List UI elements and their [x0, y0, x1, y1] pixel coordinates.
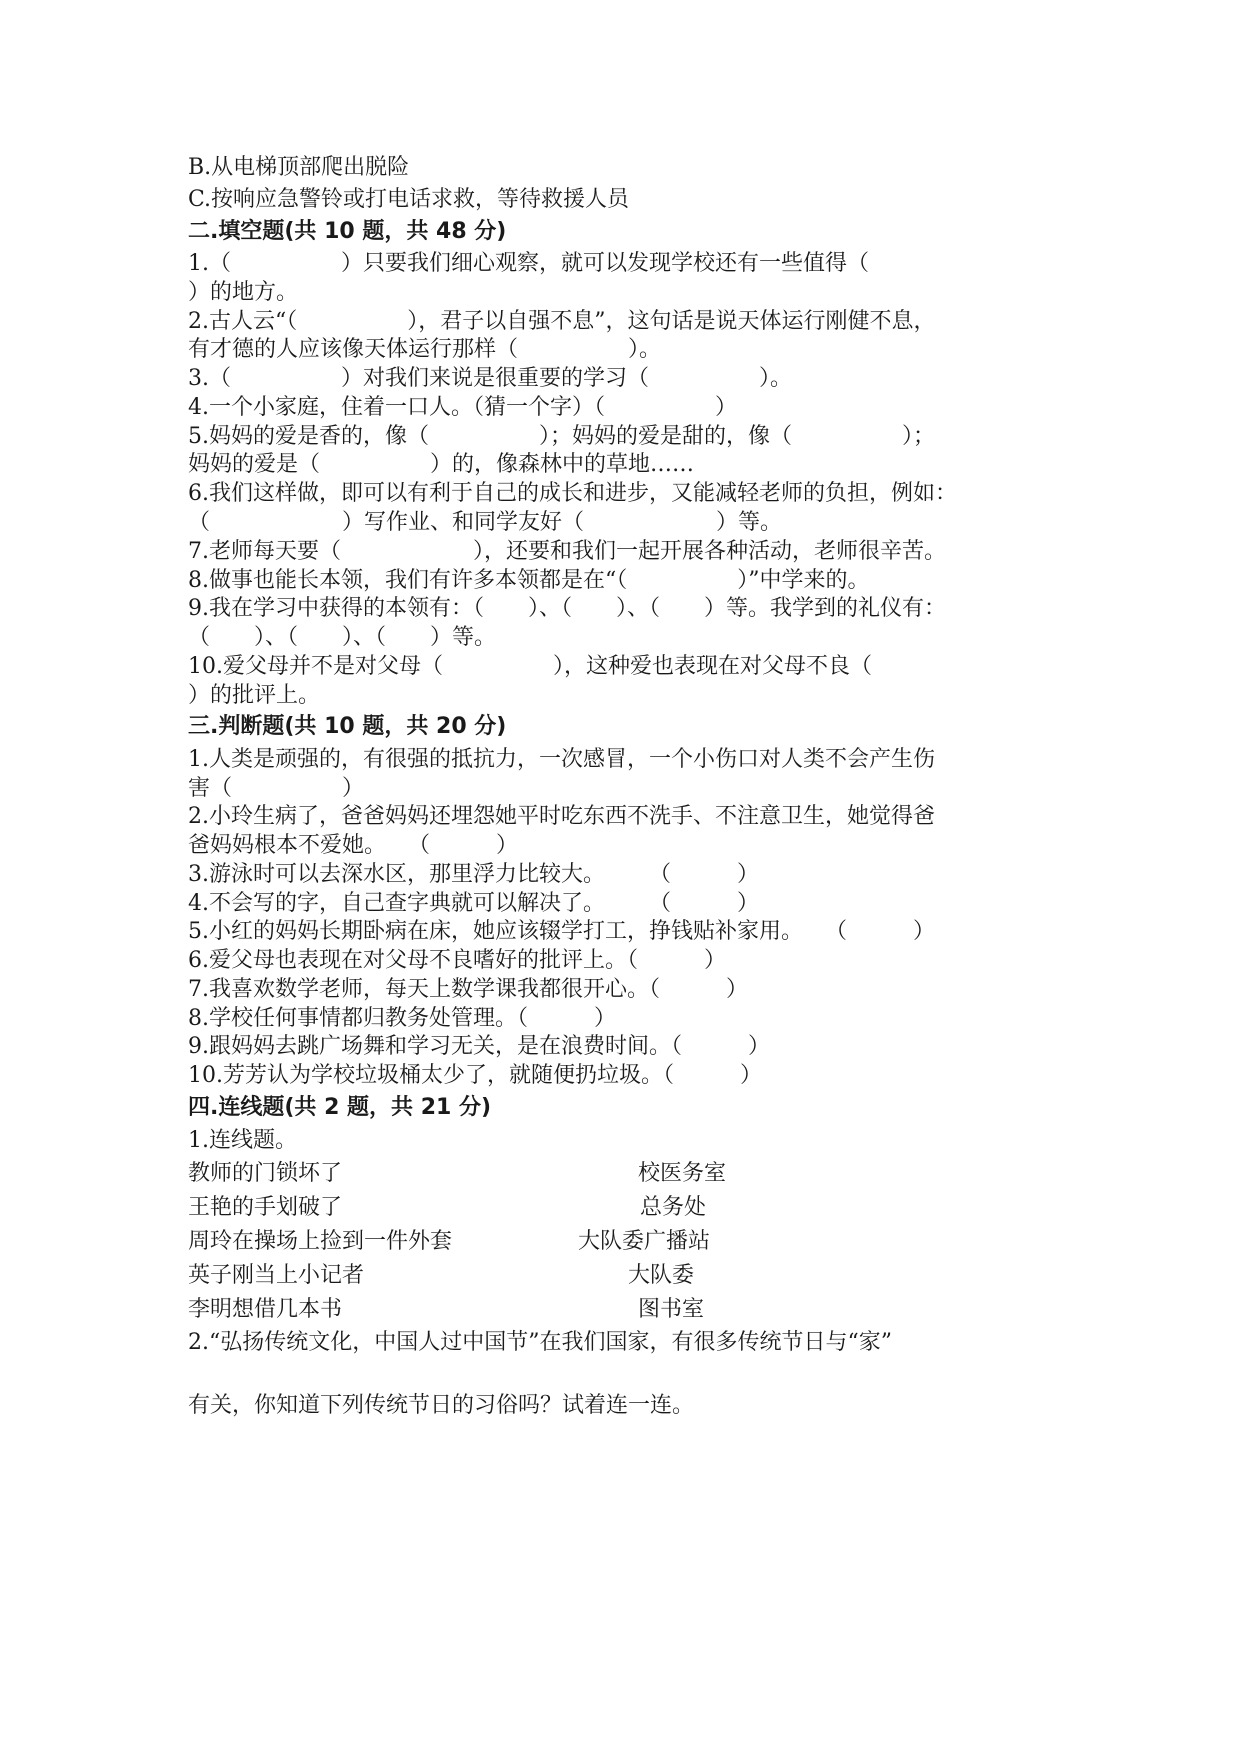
- option-b: B.从电梯顶部爬出脱险: [188, 155, 410, 180]
- matching-left: 王艳的手划破了: [188, 1195, 343, 1220]
- judge-line: 6.爱父母也表现在对父母不良嗜好的批评上。（ ）: [188, 948, 726, 973]
- fill-line: 有才德的人应该像天体运行那样（ ）。: [188, 337, 662, 362]
- fill-line: 9.我在学习中获得的本领有：（ ）、（ ）、（ ）等。我学到的礼仪有：: [188, 596, 946, 621]
- option-c: C.按响应急警铃或打电话求救，等待救援人员: [188, 187, 630, 212]
- judge-line: 7.我喜欢数学老师，每天上数学课我都很开心。（ ）: [188, 977, 748, 1002]
- matching-row: [188, 1160, 1088, 1188]
- judge-line: 4.不会写的字，自己查字典就可以解决了。 （ ）: [188, 891, 759, 916]
- matching-row: [188, 1228, 1088, 1256]
- judge-line: 10.芳芳认为学校垃圾桶太少了，就随便扔垃圾。（ ）: [188, 1063, 762, 1088]
- fill-line: 2.古人云“（ ），君子以自强不息”，这句话是说天体运行刚健不息，: [188, 309, 936, 334]
- fill-line: （ ）写作业、和同学友好（ ）等。: [188, 510, 783, 535]
- judge-line: 9.跟妈妈去跳广场舞和学习无关，是在浪费时间。（ ）: [188, 1034, 770, 1059]
- matching-right: 图书室: [638, 1297, 705, 1322]
- matching-left: 李明想借几本书: [188, 1297, 343, 1322]
- fill-line: 3.（ ）对我们来说是很重要的学习（ ）。: [188, 366, 792, 391]
- fill-line: ）的地方。: [188, 280, 299, 305]
- judge-line: 5.小红的妈妈长期卧病在床，她应该辍学打工，挣钱贴补家用。 （ ）: [188, 919, 935, 944]
- matching-right: 校医务室: [638, 1161, 727, 1186]
- matching-q2-line: 有关，你知道下列传统节日的习俗吗？试着连一连。: [188, 1393, 695, 1418]
- section-2-heading: 二.填空题(共 10 题，共 48 分): [188, 219, 507, 244]
- fill-line: （ ）、（ ）、（ ）等。: [188, 625, 497, 650]
- matching-q2-line: 2.“弘扬传统文化，中国人过中国节”在我们国家，有很多传统节日与“家”: [188, 1330, 892, 1355]
- matching-left: 周玲在操场上捡到一件外套: [188, 1229, 453, 1254]
- fill-line: 10.爱父母并不是对父母（ ），这种爱也表现在对父母不良（: [188, 654, 872, 679]
- fill-line: 7.老师每天要（ ），还要和我们一起开展各种活动，老师很辛苦。: [188, 539, 946, 564]
- matching-left: 教师的门锁坏了: [188, 1161, 343, 1186]
- fill-line: 5.妈妈的爱是香的，像（ ）；妈妈的爱是甜的，像（ ）；: [188, 424, 935, 449]
- fill-line: 8.做事也能长本领，我们有许多本领都是在“（ ）”中学来的。: [188, 568, 870, 593]
- matching-row: [188, 1194, 1088, 1222]
- matching-right: 总务处: [640, 1195, 707, 1220]
- fill-line: 6.我们这样做，即可以有利于自己的成长和进步，又能减轻老师的负担，例如：: [188, 481, 957, 506]
- fill-line: ）的批评上。: [188, 683, 321, 708]
- section-3-heading: 三.判断题(共 10 题，共 20 分): [188, 714, 507, 739]
- matching-left: 英子刚当上小记者: [188, 1263, 365, 1288]
- matching-right: 大队委: [628, 1263, 695, 1288]
- judge-line: 害（ ）: [188, 776, 365, 801]
- fill-line: 4.一个小家庭，住着一口人。（猜一个字）（ ）: [188, 395, 737, 420]
- section-4-heading: 四.连线题(共 2 题，共 21 分): [188, 1095, 492, 1120]
- fill-line: 妈妈的爱是（ ）的，像森林中的草地……: [188, 452, 695, 477]
- judge-line: 8.学校任何事情都归教务处管理。（ ）: [188, 1006, 616, 1031]
- judge-line: 2.小玲生病了，爸爸妈妈还埋怨她平时吃东西不洗手、不注意卫生，她觉得爸: [188, 804, 935, 829]
- matching-row: [188, 1262, 1088, 1290]
- judge-line: 1.人类是顽强的，有很强的抵抗力，一次感冒，一个小伤口对人类不会产生伤: [188, 747, 935, 772]
- fill-line: 1.（ ）只要我们细心观察，就可以发现学校还有一些值得（: [188, 251, 869, 276]
- judge-line: 3.游泳时可以去深水区，那里浮力比较大。 （ ）: [188, 862, 759, 887]
- matching-row: [188, 1296, 1088, 1324]
- matching-right: 大队委广播站: [578, 1229, 711, 1254]
- judge-line: 爸妈妈根本不爱她。 （ ）: [188, 833, 519, 858]
- matching-q1-title: 1.连线题。: [188, 1128, 297, 1153]
